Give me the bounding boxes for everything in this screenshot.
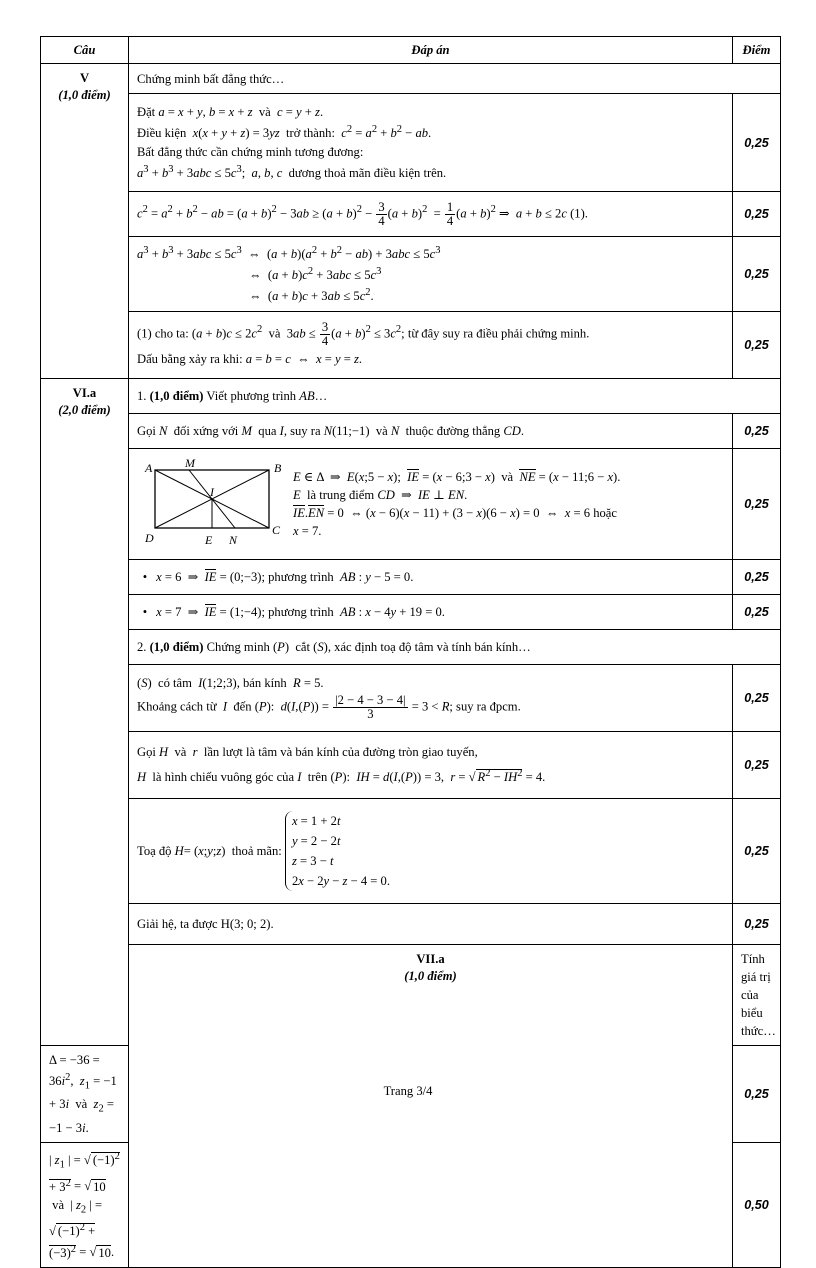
header-points: Điểm: [733, 37, 781, 64]
page-footer: Trang 3/4: [383, 1084, 433, 1098]
question-6a-points-4: 0,25: [733, 594, 781, 629]
question-6a-step-7: Toạ độ H = ( x ; y ; z ) thoả mãn: x = 1 + 2t y = 2 − 2t z = 3 − t 2x − 2y − z − 4 = 0.: [129, 798, 733, 903]
question-5-points-2: 0,25: [733, 192, 781, 237]
question-7a-label: VII.a (1,0 điểm): [129, 944, 733, 1267]
question-7a-points-1: 0,25: [733, 1045, 781, 1142]
question-6a-points-1: 0,25: [733, 413, 781, 448]
question-5-step-4: (1) cho ta: $(a + b)c \le 2c^2$ và 3ab ≤ $\frac{3}{4}$ $(a + b)^2 \le 3c^2$; từ đây suy ra điều phải chứng minh. Dấu bằng xảy ra khi: a = b = c ⇔ x = y = z.: [129, 311, 733, 378]
question-6a-step-4: • x = 7 ⇒ IE = (1;−4); phương trình AB : x − 4y + 19 = 0.: [129, 594, 733, 629]
question-6a-step-5: (S) có tâm I(1;2;3), bán kính R = 5. Khoảng cách từ I đến (P): d(I,(P)) = $\frac{|2 - 4 - 3 - 4|}{3}$ = 3 < R; suy ra đpcm.: [129, 664, 733, 731]
question-5-step-3: $a^3 + b^3 + 3abc \le 5c^3$ ⇔ $(a + b)(a^2 + b^2 - ab) + 3abc \le 5c^3$ ⇔ $(a + b)c^2 + 3abc \le 5c^3$ ⇔ $(a + b)c + 3ab \le 5c^2$.: [129, 237, 733, 312]
question-6a-step-2: A M B C D I E N E ∈ Δ ⇒ E(x;5 − x); IE = (x − 6;3 − x) và NE = (x − 11;6 − x). E là trung điểm CD ⇒ IE ⊥ EN. IE.EN = 0 ⇔ (x − 6)(x − 11) + (3 − x)(6 − x) = 0 ⇔ x = 6 hoặc x = 7.: [129, 448, 733, 559]
question-7a-step-2: | $z_1$ | = √ $(-1)^2 + 3^2$ = √ 10 và | $z_2$ | = √ $(-1)^2 + (-3)^2$ = √ 10.: [41, 1142, 129, 1267]
question-6a-points-3: 0,25: [733, 559, 781, 594]
question-6a-label: VI.a (2,0 điểm): [41, 378, 129, 1045]
question-5-points-1: 0,25: [733, 94, 781, 192]
question-5-title: Chứng minh bất đẳng thức…: [129, 64, 781, 94]
fig-label-b: B: [274, 460, 282, 475]
fig-label-m: M: [185, 457, 195, 470]
question-6a-part-1-title: 1. (1,0 điểm) Viết phương trình AB…: [129, 378, 781, 413]
question-7a-step-1: $\Delta = -36 = 36i^2$, $z_1 = -1 + 3i$ và $z_2 = -1 - 3i$.: [41, 1045, 129, 1142]
question-6a-points-7: 0,25: [733, 798, 781, 903]
question-6a-step-1: Gọi N đối xứng với M qua I, suy ra N(11;−1) và N thuộc đường thẳng CD.: [129, 413, 733, 448]
question-7a-title: Tính giá trị của biểu thức…: [733, 944, 781, 1045]
question-6a-points-5: 0,25: [733, 664, 781, 731]
fig-label-c: C: [272, 522, 281, 537]
question-5-points-3: 0,25: [733, 237, 781, 312]
question-6a-step-8: Giải hệ, ta được H(3; 0; 2).: [129, 903, 733, 944]
fig-label-d: D: [145, 530, 154, 545]
header-question: Câu: [41, 37, 129, 64]
question-6a-step-6: Gọi H và r lần lượt là tâm và bán kính của đường tròn giao tuyến, H là hình chiếu vuông góc của I trên (P): IH = d(I,(P)) = 3, r = √ $R^2 - IH^2 = 4$.: [129, 731, 733, 798]
question-5-step-1: Đặt a = x + y, b = x + z và c = y + z. Điều kiện x(x + y + z) = 3yz trở thành: $c^2 = a^2 + b^2$ − ab. Bất đẳng thức cần chứng minh tương đương: $a^3 + b^3 + 3abc \le 5c^3$; a, b, c dương thoả mãn điều kiện trên.: [129, 94, 733, 192]
question-5-label: V (1,0 điểm): [41, 64, 129, 379]
question-6a-points-8: 0,25: [733, 903, 781, 944]
question-7a-points-2: 0,50: [733, 1142, 781, 1267]
fig-label-n: N: [229, 532, 238, 547]
rectangle-figure: [137, 458, 287, 550]
question-6a-step-3: • x = 6 ⇒ IE = (0;−3); phương trình AB : y − 5 = 0.: [129, 559, 733, 594]
question-6a-points-2: 0,25: [733, 448, 781, 559]
answer-table: [40, 36, 781, 1268]
fig-label-a: A: [145, 460, 153, 475]
question-6a-points-6: 0,25: [733, 731, 781, 798]
question-5-points-4: 0,25: [733, 311, 781, 378]
fig-label-e: E: [205, 532, 213, 547]
question-6a-part-2-title: 2. (1,0 điểm) Chứng minh (P) cắt (S), xác định toạ độ tâm và tính bán kính…: [129, 629, 781, 664]
equation-system: x = 1 + 2t y = 2 − 2t z = 3 − t 2x − 2y − z − 4 = 0.: [285, 811, 390, 891]
header-answer: Đáp án: [129, 37, 733, 64]
question-5-step-2: $c^2 = a^2 + b^2$ − ab = $(a + b)^2 - 3ab \ge (a + b)^2$ − $\frac{3}{4}$ $(a + b)^2$ = $\frac{1}{4}$ $(a + b)^2$ ⇒ a + b ≤ 2c (1).: [129, 192, 733, 237]
fig-label-i: I: [210, 484, 214, 499]
